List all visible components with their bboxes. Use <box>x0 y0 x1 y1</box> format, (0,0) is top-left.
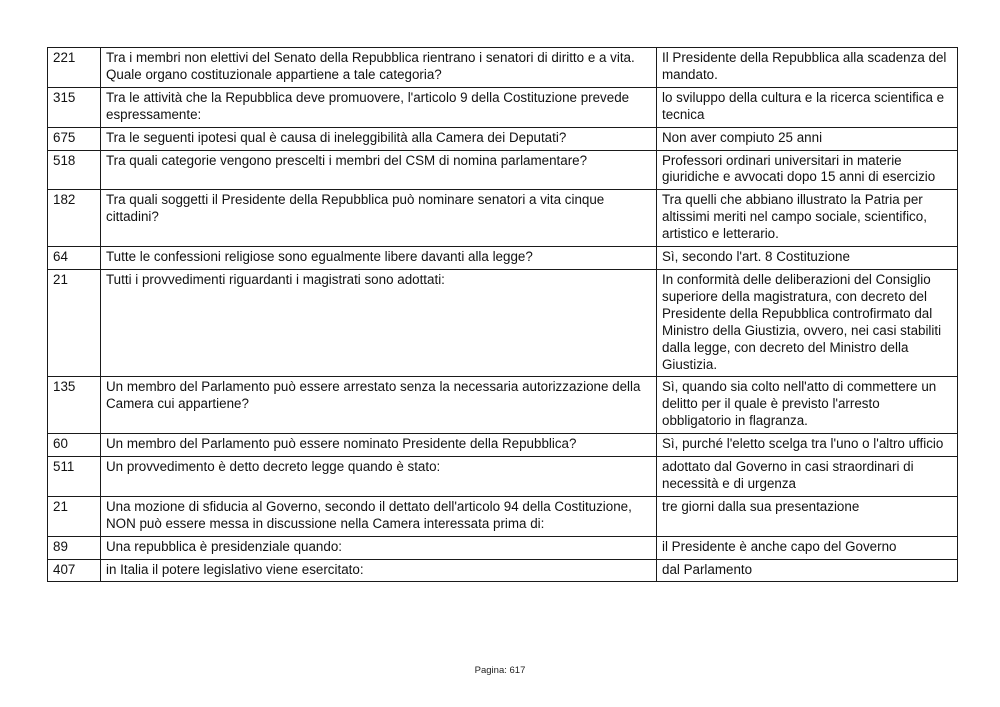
question-number: 64 <box>48 247 101 270</box>
question-number: 675 <box>48 127 101 150</box>
question-number: 21 <box>48 496 101 536</box>
answer-text: Tra quelli che abbiano illustrato la Patria per altissimi meriti nel campo sociale, scientifico, artistico e letterario. <box>657 190 958 247</box>
table-row <box>48 377 958 434</box>
question-text: Tra i membri non elettivi del Senato della Repubblica rientrano i senatori di diritto e a vita. Quale organo costituzionale appartiene a tale categoria? <box>101 48 657 88</box>
question-text: Tra le seguenti ipotesi qual è causa di ineleggibilità alla Camera dei Deputati? <box>101 127 657 150</box>
table-row <box>48 190 958 247</box>
table-row <box>48 247 958 270</box>
question-text: Tra quali soggetti il Presidente della Repubblica può nominare senatori a vita cinque cittadini? <box>101 190 657 247</box>
question-text: Tra quali categorie vengono prescelti i membri del CSM di nomina parlamentare? <box>101 150 657 190</box>
question-text: Un membro del Parlamento può essere arrestato senza la necessaria autorizzazione della Camera cui appartiene? <box>101 377 657 434</box>
table-row <box>48 48 958 88</box>
table-row <box>48 559 958 582</box>
question-number: 407 <box>48 559 101 582</box>
answer-text: Professori ordinari universitari in materie giuridiche e avvocati dopo 15 anni di esercizio <box>657 150 958 190</box>
question-number: 21 <box>48 269 101 376</box>
answer-text: dal Parlamento <box>657 559 958 582</box>
answer-text: Sì, secondo l'art. 8 Costituzione <box>657 247 958 270</box>
question-number: 135 <box>48 377 101 434</box>
answer-text: Sì, purché l'eletto scelga tra l'uno o l'altro ufficio <box>657 434 958 457</box>
question-number: 221 <box>48 48 101 88</box>
table-row <box>48 457 958 497</box>
question-text: Un provvedimento è detto decreto legge quando è stato: <box>101 457 657 497</box>
table-row <box>48 434 958 457</box>
answer-text: Non aver compiuto 25 anni <box>657 127 958 150</box>
table-row <box>48 496 958 536</box>
page-number-footer: Pagina: 617 <box>474 665 526 676</box>
answer-text: In conformità delle deliberazioni del Consiglio superiore della magistratura, con decreto del Presidente della Repubblica controfirmato dal Ministro della Giustizia, ovvero, nei casi stabiliti dalla legge, con decreto del Ministro della Giustizia. <box>657 269 958 376</box>
answer-text: il Presidente è anche capo del Governo <box>657 536 958 559</box>
answer-text: adottato dal Governo in casi straordinari di necessità e di urgenza <box>657 457 958 497</box>
answer-text: Sì, quando sia colto nell'atto di commettere un delitto per il quale è previsto l'arresto obbligatorio in flagranza. <box>657 377 958 434</box>
quiz-table <box>47 47 958 582</box>
answer-text: tre giorni dalla sua presentazione <box>657 496 958 536</box>
table-row <box>48 269 958 376</box>
question-text: Una repubblica è presidenziale quando: <box>101 536 657 559</box>
question-text: Un membro del Parlamento può essere nominato Presidente della Repubblica? <box>101 434 657 457</box>
question-text: Tra le attività che la Repubblica deve promuovere, l'articolo 9 della Costituzione prevede espressamente: <box>101 87 657 127</box>
answer-text: lo sviluppo della cultura e la ricerca scientifica e tecnica <box>657 87 958 127</box>
table-row <box>48 150 958 190</box>
question-number: 511 <box>48 457 101 497</box>
question-text: in Italia il potere legislativo viene esercitato: <box>101 559 657 582</box>
question-number: 518 <box>48 150 101 190</box>
question-number: 60 <box>48 434 101 457</box>
question-number: 89 <box>48 536 101 559</box>
table-row <box>48 127 958 150</box>
question-number: 182 <box>48 190 101 247</box>
question-text: Tutte le confessioni religiose sono egualmente libere davanti alla legge? <box>101 247 657 270</box>
question-text: Tutti i provvedimenti riguardanti i magistrati sono adottati: <box>101 269 657 376</box>
table-row <box>48 536 958 559</box>
table-row <box>48 87 958 127</box>
answer-text: Il Presidente della Repubblica alla scadenza del mandato. <box>657 48 958 88</box>
question-number: 315 <box>48 87 101 127</box>
question-text: Una mozione di sfiducia al Governo, secondo il dettato dell'articolo 94 della Costituzione, NON può essere messa in discussione nella Camera interessata prima di: <box>101 496 657 536</box>
